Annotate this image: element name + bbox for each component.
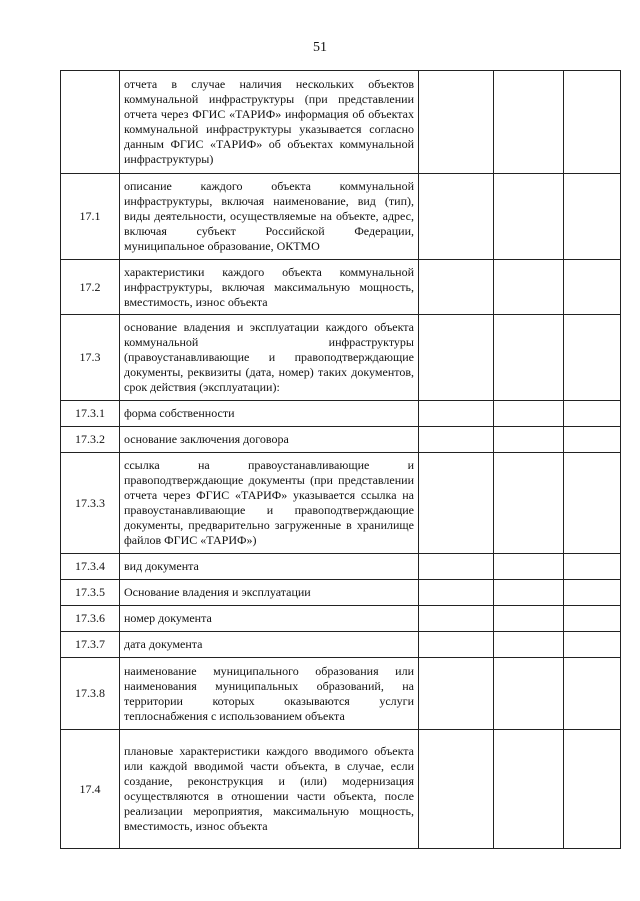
item-number: 17.3 (61, 315, 120, 401)
item-number: 17.3.8 (61, 658, 120, 730)
table-row (61, 730, 621, 849)
empty-cell (494, 453, 564, 554)
item-description: основание владения и эксплуатации каждого объекта коммунальной инфраструктуры (правоустанавливающие и правоподтверждающие документы, реквизиты (дата, номер) таких документов, срок действия (эксплуатации): (120, 315, 419, 401)
empty-cell (419, 174, 494, 260)
empty-cell (419, 401, 494, 427)
item-number: 17.3.3 (61, 453, 120, 554)
requirements-table (60, 70, 621, 849)
empty-cell (494, 606, 564, 632)
empty-cell (419, 580, 494, 606)
table-row (61, 71, 621, 174)
empty-cell (494, 427, 564, 453)
empty-cell (494, 554, 564, 580)
empty-cell (419, 606, 494, 632)
empty-cell (494, 730, 564, 849)
page-number: 51 (313, 40, 327, 55)
table-row (61, 606, 621, 632)
empty-cell (419, 260, 494, 315)
empty-cell (494, 580, 564, 606)
empty-cell (494, 632, 564, 658)
empty-cell (419, 658, 494, 730)
item-number: 17.3.4 (61, 554, 120, 580)
item-number: 17.1 (61, 174, 120, 260)
empty-cell (564, 174, 621, 260)
item-description: ссылка на правоустанавливающие и правоподтверждающие документы (при представлении отчета через ФГИС «ТАРИФ» указывается ссылка на правоустанавливающие и правоподтверждающие документы, предварительно загруженные в хранилище файлов ФГИС «ТАРИФ») (120, 453, 419, 554)
empty-cell (419, 427, 494, 453)
item-number: 17.3.6 (61, 606, 120, 632)
item-description: плановые характеристики каждого вводимого объекта или каждой вводимой части объекта, в случае, если создание, реконструкция и (или) модернизация осуществляются в отношении части объекта, после реализации мероприятия, максимальную мощность, вместимость, износ объекта (120, 730, 419, 849)
item-description: основание заключения договора (120, 427, 419, 453)
item-description: дата документа (120, 632, 419, 658)
table-row (61, 580, 621, 606)
item-description: вид документа (120, 554, 419, 580)
empty-cell (419, 730, 494, 849)
table-row (61, 632, 621, 658)
item-description: номер документа (120, 606, 419, 632)
item-description: отчета в случае наличия нескольких объектов коммунальной инфраструктуры (при представлении отчета через ФГИС «ТАРИФ» информация об объектах коммунальной инфраструктуры указывается согласно данным ФГИС «ТАРИФ» об объектах коммунальной инфраструктуры) (120, 71, 419, 174)
item-description: наименование муниципального образования или наименования муниципальных образований, на территории которых оказываются услуги теплоснабжения с использованием объекта (120, 658, 419, 730)
empty-cell (494, 315, 564, 401)
table-row (61, 554, 621, 580)
empty-cell (419, 453, 494, 554)
empty-cell (564, 606, 621, 632)
table-row (61, 315, 621, 401)
item-number: 17.3.2 (61, 427, 120, 453)
empty-cell (564, 554, 621, 580)
table-row (61, 174, 621, 260)
empty-cell (494, 174, 564, 260)
empty-cell (564, 427, 621, 453)
table-row (61, 401, 621, 427)
empty-cell (564, 401, 621, 427)
empty-cell (564, 730, 621, 849)
empty-cell (564, 71, 621, 174)
table-row (61, 260, 621, 315)
empty-cell (419, 554, 494, 580)
item-description: Основание владения и эксплуатации (120, 580, 419, 606)
item-number: 17.3.7 (61, 632, 120, 658)
empty-cell (564, 453, 621, 554)
empty-cell (564, 260, 621, 315)
empty-cell (564, 632, 621, 658)
empty-cell (419, 71, 494, 174)
empty-cell (494, 658, 564, 730)
item-number: 17.3.1 (61, 401, 120, 427)
item-number: 17.3.5 (61, 580, 120, 606)
empty-cell (564, 580, 621, 606)
empty-cell (419, 632, 494, 658)
item-number: 17.2 (61, 260, 120, 315)
table-row (61, 658, 621, 730)
item-number (61, 71, 120, 174)
item-number: 17.4 (61, 730, 120, 849)
table-row (61, 427, 621, 453)
table-row (61, 453, 621, 554)
empty-cell (419, 315, 494, 401)
empty-cell (564, 658, 621, 730)
item-description: описание каждого объекта коммунальной инфраструктуры, включая наименование, вид (тип), виды деятельности, осуществляемые на объекте, адрес, включая субъект Российской Федерации, муниципальное образование, ОКТМО (120, 174, 419, 260)
empty-cell (494, 260, 564, 315)
empty-cell (494, 71, 564, 174)
empty-cell (564, 315, 621, 401)
item-description: форма собственности (120, 401, 419, 427)
item-description: характеристики каждого объекта коммунальной инфраструктуры, включая максимальную мощность, вместимость, износ объекта (120, 260, 419, 315)
empty-cell (494, 401, 564, 427)
